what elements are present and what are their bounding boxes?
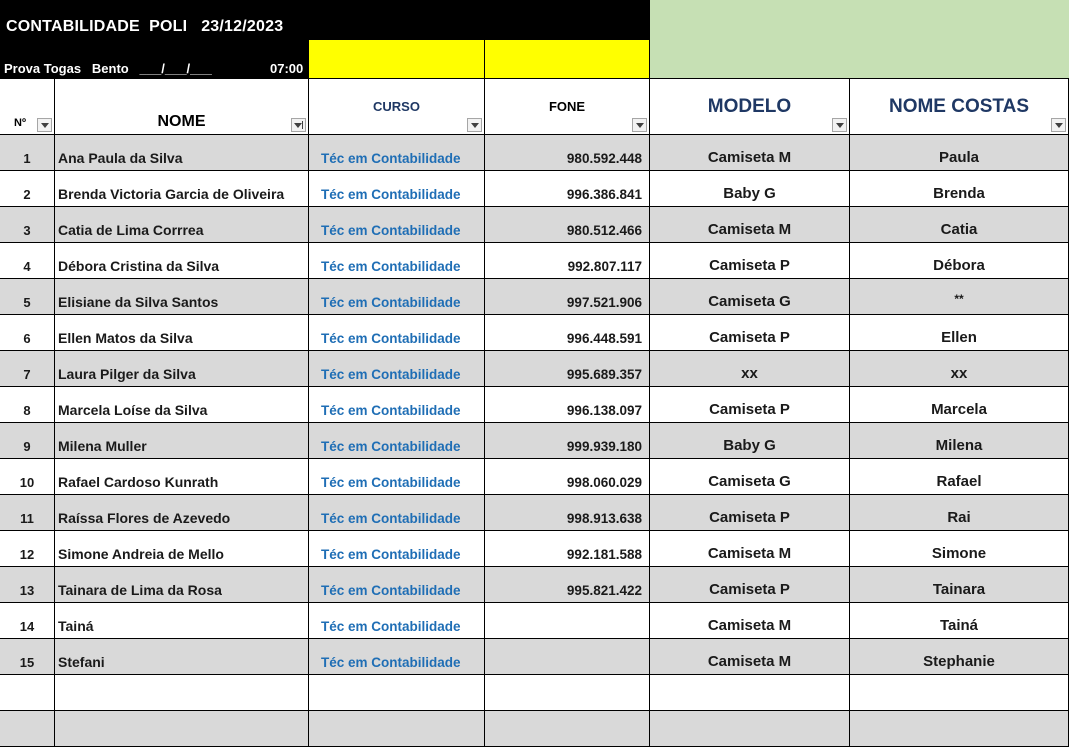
back-name: Marcela <box>931 401 987 418</box>
gown-model: Camiseta P <box>709 257 790 274</box>
cell-curso[interactable] <box>309 675 485 711</box>
back-name: Brenda <box>933 185 985 202</box>
row-number: 4 <box>23 259 31 274</box>
phone-number: 980.512.466 <box>566 223 642 238</box>
back-name: Stephanie <box>923 653 995 670</box>
course-name: Téc em Contabilidade <box>321 403 461 418</box>
cell-costas[interactable] <box>850 279 1069 315</box>
course-name: Téc em Contabilidade <box>321 331 461 346</box>
cell-modelo[interactable] <box>650 675 850 711</box>
cell-costas[interactable] <box>850 639 1069 675</box>
cell-fone[interactable] <box>485 243 650 279</box>
course-name: Téc em Contabilidade <box>321 151 461 166</box>
filter-dropdown-icon[interactable] <box>632 118 647 132</box>
gown-model: Camiseta G <box>708 473 791 490</box>
cell-fone[interactable] <box>485 279 650 315</box>
back-name: Tainá <box>939 617 979 634</box>
cell-costas[interactable] <box>850 171 1069 207</box>
student-name: Tainá <box>58 618 94 634</box>
gown-model: Baby G <box>723 185 776 202</box>
cell-modelo[interactable] <box>650 567 850 603</box>
cell-curso[interactable] <box>309 567 485 603</box>
cell-fone[interactable] <box>485 675 650 711</box>
row-number: 6 <box>23 331 31 346</box>
fitting-time: 07:00 <box>270 61 304 76</box>
title-block[interactable] <box>0 0 309 79</box>
table-row <box>0 459 1069 495</box>
cell-curso[interactable] <box>309 243 485 279</box>
cell-num[interactable] <box>0 387 55 423</box>
cell-curso[interactable] <box>309 135 485 171</box>
back-name: Paula <box>938 149 980 166</box>
cell-num[interactable] <box>0 639 55 675</box>
cell-nome[interactable] <box>55 135 309 171</box>
table-row <box>0 171 1069 207</box>
black-header-cell[interactable] <box>309 0 650 40</box>
cell-modelo[interactable] <box>650 531 850 567</box>
cell-modelo[interactable] <box>650 135 850 171</box>
cell-curso[interactable] <box>309 531 485 567</box>
cell-nome[interactable] <box>55 243 309 279</box>
student-name: Rafael Cardoso Kunrath <box>58 474 219 490</box>
cell-costas[interactable] <box>850 603 1069 639</box>
cell-nome[interactable] <box>55 387 309 423</box>
cell-nome[interactable] <box>55 423 309 459</box>
cell-fone[interactable] <box>485 495 650 531</box>
row-number: 7 <box>23 367 31 382</box>
student-name: Laura Pilger da Silva <box>58 366 196 382</box>
fitting-info: Prova Togas Bento ___/___/___ <box>4 61 212 76</box>
student-name: Milena Muller <box>58 438 147 454</box>
back-name: Milena <box>935 437 983 454</box>
cell-fone[interactable] <box>485 459 650 495</box>
student-name: Raíssa Flores de Azevedo <box>58 510 231 526</box>
cell-curso[interactable] <box>309 711 485 747</box>
header-fone[interactable] <box>485 79 650 135</box>
back-name: Ellen <box>941 329 977 346</box>
filter-dropdown-icon[interactable] <box>37 118 52 132</box>
cell-nome[interactable] <box>55 207 309 243</box>
cell-curso[interactable] <box>309 315 485 351</box>
row-number: 12 <box>19 547 35 562</box>
cell-curso[interactable] <box>309 171 485 207</box>
cell-nome[interactable] <box>55 315 309 351</box>
phone-number: 997.521.906 <box>566 295 642 310</box>
gown-model: Camiseta P <box>709 401 790 418</box>
back-name: xx <box>950 365 968 382</box>
cell-num[interactable] <box>0 171 55 207</box>
cell-modelo[interactable] <box>650 459 850 495</box>
cell-nome[interactable] <box>55 171 309 207</box>
gown-model: Camiseta M <box>707 221 792 238</box>
row-number: 5 <box>23 295 31 310</box>
cell-nome[interactable] <box>55 675 309 711</box>
row-number: 3 <box>23 223 31 238</box>
filter-dropdown-icon[interactable] <box>467 118 482 132</box>
yellow-cell-fone[interactable] <box>485 40 650 79</box>
cell-nome[interactable] <box>55 459 309 495</box>
header-fone-label: FONE <box>548 99 586 114</box>
row-number: 2 <box>23 187 31 202</box>
course-name: Téc em Contabilidade <box>321 187 461 202</box>
cell-fone[interactable] <box>485 531 650 567</box>
row-number: 15 <box>19 655 35 670</box>
gown-model: Camiseta M <box>707 617 792 634</box>
cell-costas[interactable] <box>850 351 1069 387</box>
header-num-label: Nº <box>14 117 26 129</box>
cell-costas[interactable] <box>850 711 1069 747</box>
back-name: Simone <box>931 545 987 562</box>
cell-num[interactable] <box>0 711 55 747</box>
header-modelo-label: MODELO <box>707 96 792 117</box>
cell-num[interactable] <box>0 315 55 351</box>
table-row <box>0 351 1069 387</box>
cell-costas[interactable] <box>850 675 1069 711</box>
cell-num[interactable] <box>0 675 55 711</box>
cell-nome[interactable] <box>55 639 309 675</box>
header-nome-label: NOME <box>157 113 206 130</box>
table-row <box>0 279 1069 315</box>
cell-modelo[interactable] <box>650 243 850 279</box>
cell-modelo[interactable] <box>650 711 850 747</box>
phone-number: 992.181.588 <box>566 547 642 562</box>
table-row <box>0 387 1069 423</box>
cell-fone[interactable] <box>485 315 650 351</box>
student-name: Ellen Matos da Silva <box>58 330 193 346</box>
student-name: Stefani <box>58 654 105 670</box>
cell-costas[interactable] <box>850 531 1069 567</box>
green-header-cell[interactable] <box>650 0 1069 79</box>
cell-fone[interactable] <box>485 207 650 243</box>
sort-filter-icon[interactable] <box>291 118 306 132</box>
cell-num[interactable] <box>0 459 55 495</box>
sheet-title: CONTABILIDADE POLI 23/12/2023 <box>6 18 284 35</box>
table-row <box>0 423 1069 459</box>
header-nome-costas[interactable] <box>850 79 1069 135</box>
cell-num[interactable] <box>0 279 55 315</box>
header-costas-label: NOME COSTAS <box>888 96 1030 117</box>
table-row <box>0 243 1069 279</box>
course-name: Téc em Contabilidade <box>321 367 461 382</box>
gown-model: Baby G <box>723 437 776 454</box>
student-name: Ana Paula da Silva <box>58 150 183 166</box>
row-number: 1 <box>23 151 31 166</box>
cell-nome[interactable] <box>55 279 309 315</box>
course-name: Téc em Contabilidade <box>321 655 461 670</box>
header-nome[interactable] <box>55 79 309 135</box>
cell-num[interactable] <box>0 423 55 459</box>
cell-modelo[interactable] <box>650 639 850 675</box>
cell-modelo[interactable] <box>650 207 850 243</box>
cell-curso[interactable] <box>309 603 485 639</box>
cell-num[interactable] <box>0 243 55 279</box>
back-name: Catia <box>940 221 978 238</box>
table-row <box>0 675 1069 711</box>
table-row <box>0 711 1069 747</box>
course-name: Téc em Contabilidade <box>321 439 461 454</box>
filter-dropdown-icon[interactable] <box>1051 118 1066 132</box>
phone-number: 998.060.029 <box>566 475 642 490</box>
header-modelo[interactable] <box>650 79 850 135</box>
phone-number: 980.592.448 <box>566 151 642 166</box>
course-name: Téc em Contabilidade <box>321 475 461 490</box>
student-name: Brenda Victoria Garcia de Oliveira <box>58 186 285 202</box>
cell-costas[interactable] <box>850 243 1069 279</box>
cell-nome[interactable] <box>55 495 309 531</box>
cell-nome[interactable] <box>55 603 309 639</box>
cell-fone[interactable] <box>485 711 650 747</box>
cell-fone[interactable] <box>485 423 650 459</box>
back-name: Tainara <box>932 581 986 598</box>
cell-num[interactable] <box>0 351 55 387</box>
back-name: Rai <box>947 509 971 526</box>
cell-costas[interactable] <box>850 495 1069 531</box>
back-name: Débora <box>933 257 985 274</box>
cell-modelo[interactable] <box>650 495 850 531</box>
table-row <box>0 603 1069 639</box>
row-number: 10 <box>19 475 35 490</box>
cell-modelo[interactable] <box>650 387 850 423</box>
course-name: Téc em Contabilidade <box>321 223 461 238</box>
row-number: 9 <box>23 439 31 454</box>
phone-number: 995.821.422 <box>566 583 642 598</box>
cell-fone[interactable] <box>485 603 650 639</box>
cell-nome[interactable] <box>55 531 309 567</box>
phone-number: 999.939.180 <box>566 439 642 454</box>
course-name: Téc em Contabilidade <box>321 511 461 526</box>
cell-modelo[interactable] <box>650 171 850 207</box>
row-number: 13 <box>19 583 35 598</box>
cell-costas[interactable] <box>850 387 1069 423</box>
cell-num[interactable] <box>0 531 55 567</box>
cell-modelo[interactable] <box>650 279 850 315</box>
cell-fone[interactable] <box>485 567 650 603</box>
phone-number: 995.689.357 <box>566 367 642 382</box>
course-name: Téc em Contabilidade <box>321 547 461 562</box>
header-curso[interactable] <box>309 79 485 135</box>
gown-model: Camiseta M <box>707 149 792 166</box>
phone-number: 996.386.841 <box>566 187 642 202</box>
table-row <box>0 495 1069 531</box>
course-name: Téc em Contabilidade <box>321 619 461 634</box>
phone-number: 996.448.591 <box>566 331 642 346</box>
cell-curso[interactable] <box>309 459 485 495</box>
student-name: Débora Cristina da Silva <box>58 258 220 274</box>
cell-curso[interactable] <box>309 423 485 459</box>
cell-nome[interactable] <box>55 567 309 603</box>
yellow-cell-curso[interactable] <box>309 40 485 79</box>
cell-curso[interactable] <box>309 639 485 675</box>
course-name: Téc em Contabilidade <box>321 583 461 598</box>
cell-num[interactable] <box>0 603 55 639</box>
cell-num[interactable] <box>0 207 55 243</box>
header-curso-label: CURSO <box>373 99 420 114</box>
row-number: 11 <box>20 511 34 526</box>
table-row <box>0 135 1069 171</box>
header-num[interactable] <box>0 79 55 135</box>
table-row <box>0 531 1069 567</box>
student-name: Catia de Lima Corrrea <box>58 222 204 238</box>
row-number: 14 <box>19 619 35 634</box>
cell-fone[interactable] <box>485 351 650 387</box>
cell-fone[interactable] <box>485 639 650 675</box>
filter-dropdown-icon[interactable] <box>832 118 847 132</box>
back-name: Rafael <box>936 473 982 490</box>
student-name: Elisiane da Silva Santos <box>58 294 219 310</box>
cell-fone[interactable] <box>485 171 650 207</box>
cell-nome[interactable] <box>55 351 309 387</box>
table-row <box>0 567 1069 603</box>
phone-number: 998.913.638 <box>566 511 642 526</box>
cell-curso[interactable] <box>309 387 485 423</box>
cell-curso[interactable] <box>309 279 485 315</box>
cell-num[interactable] <box>0 135 55 171</box>
table-row <box>0 207 1069 243</box>
gown-model: Camiseta M <box>707 653 792 670</box>
cell-costas[interactable] <box>850 135 1069 171</box>
cell-curso[interactable] <box>309 207 485 243</box>
student-name: Marcela Loíse da Silva <box>58 402 208 418</box>
cell-costas[interactable] <box>850 207 1069 243</box>
table-row <box>0 639 1069 675</box>
cell-fone[interactable] <box>485 387 650 423</box>
student-name: Simone Andreia de Mello <box>58 546 224 562</box>
cell-costas[interactable] <box>850 315 1069 351</box>
cell-fone[interactable] <box>485 135 650 171</box>
gown-model: Camiseta P <box>709 509 790 526</box>
course-name: Téc em Contabilidade <box>321 295 461 310</box>
gown-model: Camiseta M <box>707 545 792 562</box>
table-row <box>0 315 1069 351</box>
student-name: Tainara de Lima da Rosa <box>58 582 222 598</box>
gown-model: Camiseta P <box>709 329 790 346</box>
cell-costas[interactable] <box>850 567 1069 603</box>
cell-modelo[interactable] <box>650 315 850 351</box>
cell-num[interactable] <box>0 567 55 603</box>
course-name: Téc em Contabilidade <box>321 259 461 274</box>
cell-modelo[interactable] <box>650 351 850 387</box>
row-number: 8 <box>23 403 31 418</box>
cell-nome[interactable] <box>55 711 309 747</box>
gown-model: Camiseta P <box>709 581 790 598</box>
back-name: ** <box>954 292 964 306</box>
phone-number: 992.807.117 <box>567 259 642 274</box>
gown-model: xx <box>741 365 758 382</box>
gown-model: Camiseta G <box>708 293 791 310</box>
cell-curso[interactable] <box>309 495 485 531</box>
phone-number: 996.138.097 <box>566 403 642 418</box>
cell-modelo[interactable] <box>650 423 850 459</box>
cell-curso[interactable] <box>309 351 485 387</box>
cell-costas[interactable] <box>850 459 1069 495</box>
cell-num[interactable] <box>0 495 55 531</box>
cell-costas[interactable] <box>850 423 1069 459</box>
cell-modelo[interactable] <box>650 603 850 639</box>
